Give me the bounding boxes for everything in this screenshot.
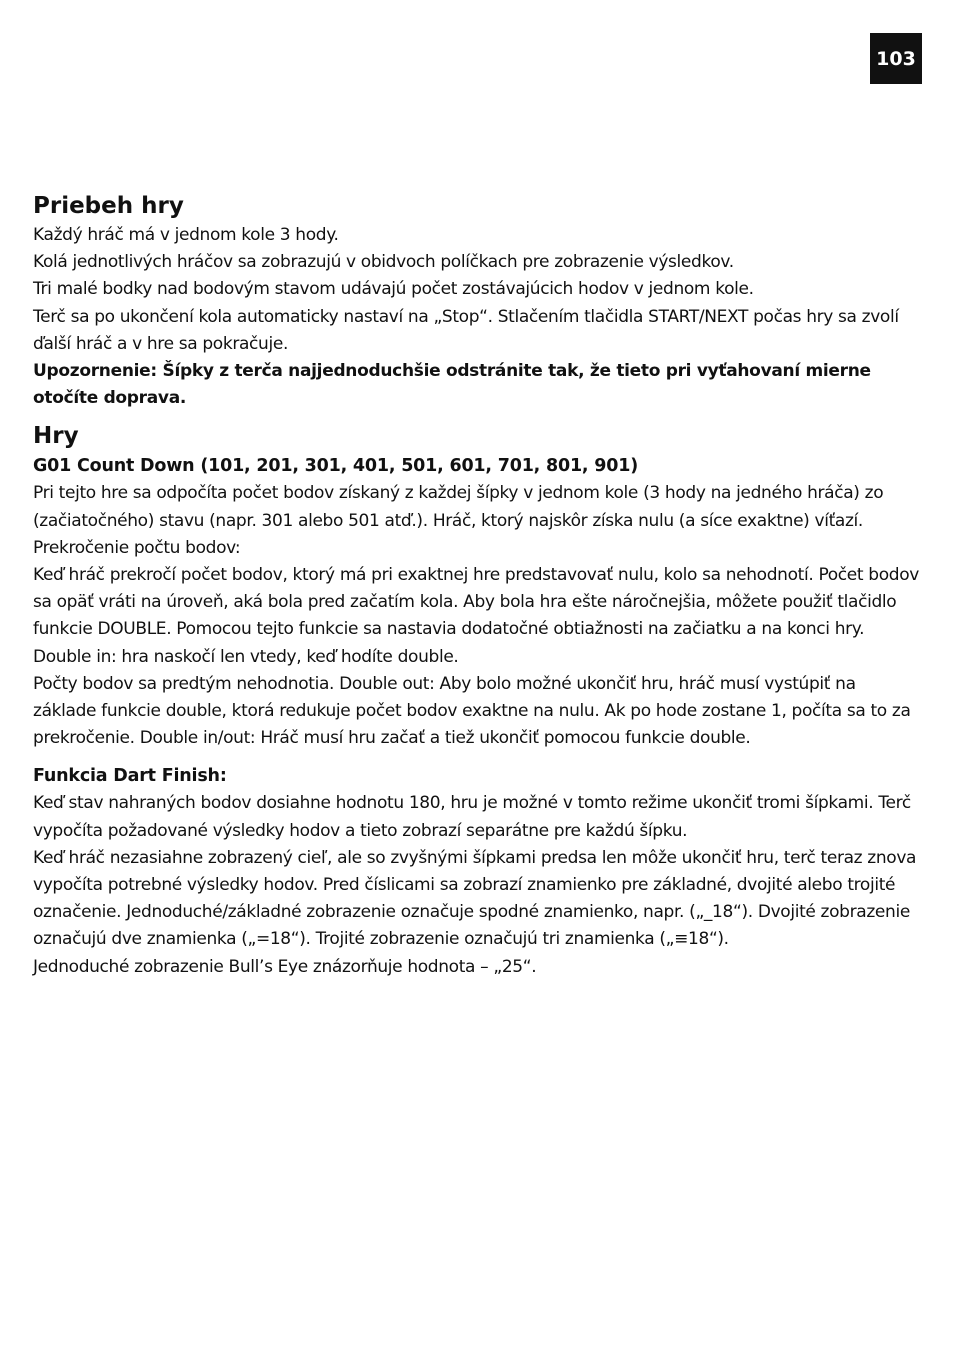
paragraph: Prekročenie počtu bodov:: [33, 537, 241, 558]
section-heading-game-flow: Priebeh hry: [33, 193, 184, 219]
warning-note: Upozornenie: Šípky z terča najjednoduchšie odstránite tak, že tieto pri vyťahovaní mierne otočíte doprava.: [33, 361, 871, 409]
paragraph: Každý hráč má v jednom kole 3 hody.: [33, 225, 339, 245]
page-number: 103: [870, 33, 922, 84]
paragraph: Jednoduché zobrazenie Bull’s Eye znázorňuje hodnota – „25“.: [33, 956, 537, 977]
paragraph: Keď stav nahraných bodov dosiahne hodnotu 180, hru je možné v tomto režime ukončiť tromi šípkami. Terč vypočíta požadované výsledky hodov a tieto zobrazí separátne pre každú šípku.: [33, 793, 911, 841]
paragraph: Pri tejto hre sa odpočíta počet bodov získaný z každej šípky v jednom kole (3 hody na jedného hráča) zo (začiatočného) stavu (napr. 301 alebo 501 atď.). Hráč, ktorý najskôr získa nulu (a síce exaktne) víťazí.: [33, 483, 884, 531]
section-heading-games: Hry: [33, 423, 79, 450]
page-content: [33, 190, 923, 981]
finish-function-title: Funkcia Dart Finish:: [33, 766, 227, 787]
paragraph: Tri malé bodky nad bodovým stavom udávajú počet zostávajúcich hodov v jednom kole.: [33, 279, 754, 300]
paragraph: Keď hráč nezasiahne zobrazený cieľ, ale so zvyšnými šípkami predsa len môže ukončiť hru, terč teraz znova vypočíta potrebné výsledky hodov. Pred číslicami sa zobrazí znamienko pre základné, dvojité alebo trojité označenie. Jednoduché/základné zobrazenie označuje spodné znamienko, napr. („_18“). Dvojité zobrazenie označujú dve znamienka („=18“). Trojité zobrazenie označujú tri znamienka („≡18“).: [33, 847, 917, 950]
paragraph: Počty bodov sa predtým nehodnotia. Double out: Aby bolo možné ukončiť hru, hráč musí vystúpiť na základe funkcie double, ktorá redukuje počet bodov exaktne na nulu. Ak po hode zostane 1, počíta sa to za prekročenie. Double in/out: Hráč musí hru začať a tiež ukončiť pomocou funkcie double.: [33, 673, 911, 749]
game-title: G01 Count Down (101, 201, 301, 401, 501, 601, 701, 801, 901): [33, 456, 639, 477]
paragraph: Terč sa po ukončení kola automaticky nastaví na „Stop“. Stlačením tlačidla START/NEXT počas hry sa zvolí ďalší hráč a v hre sa pokračuje.: [33, 306, 899, 354]
paragraph: Kolá jednotlivých hráčov sa zobrazujú v obidvoch políčkach pre zobrazenie výsledkov.: [33, 252, 734, 273]
paragraph: Keď hráč prekročí počet bodov, ktorý má pri exaktnej hre predstavovať nulu, kolo sa nehodnotí. Počet bodov sa opäť vráti na úroveň, aká bola pred začatím kola. Aby bola hra ešte náročnejšia, môžete použiť tlačidlo funkcie DOUBLE. Pomocou tejto funkcie sa nastavia dodatočné obtiažnosti na začiatku a na konci hry. Double in: hra naskočí len vtedy, keď hodíte double.: [33, 565, 919, 667]
